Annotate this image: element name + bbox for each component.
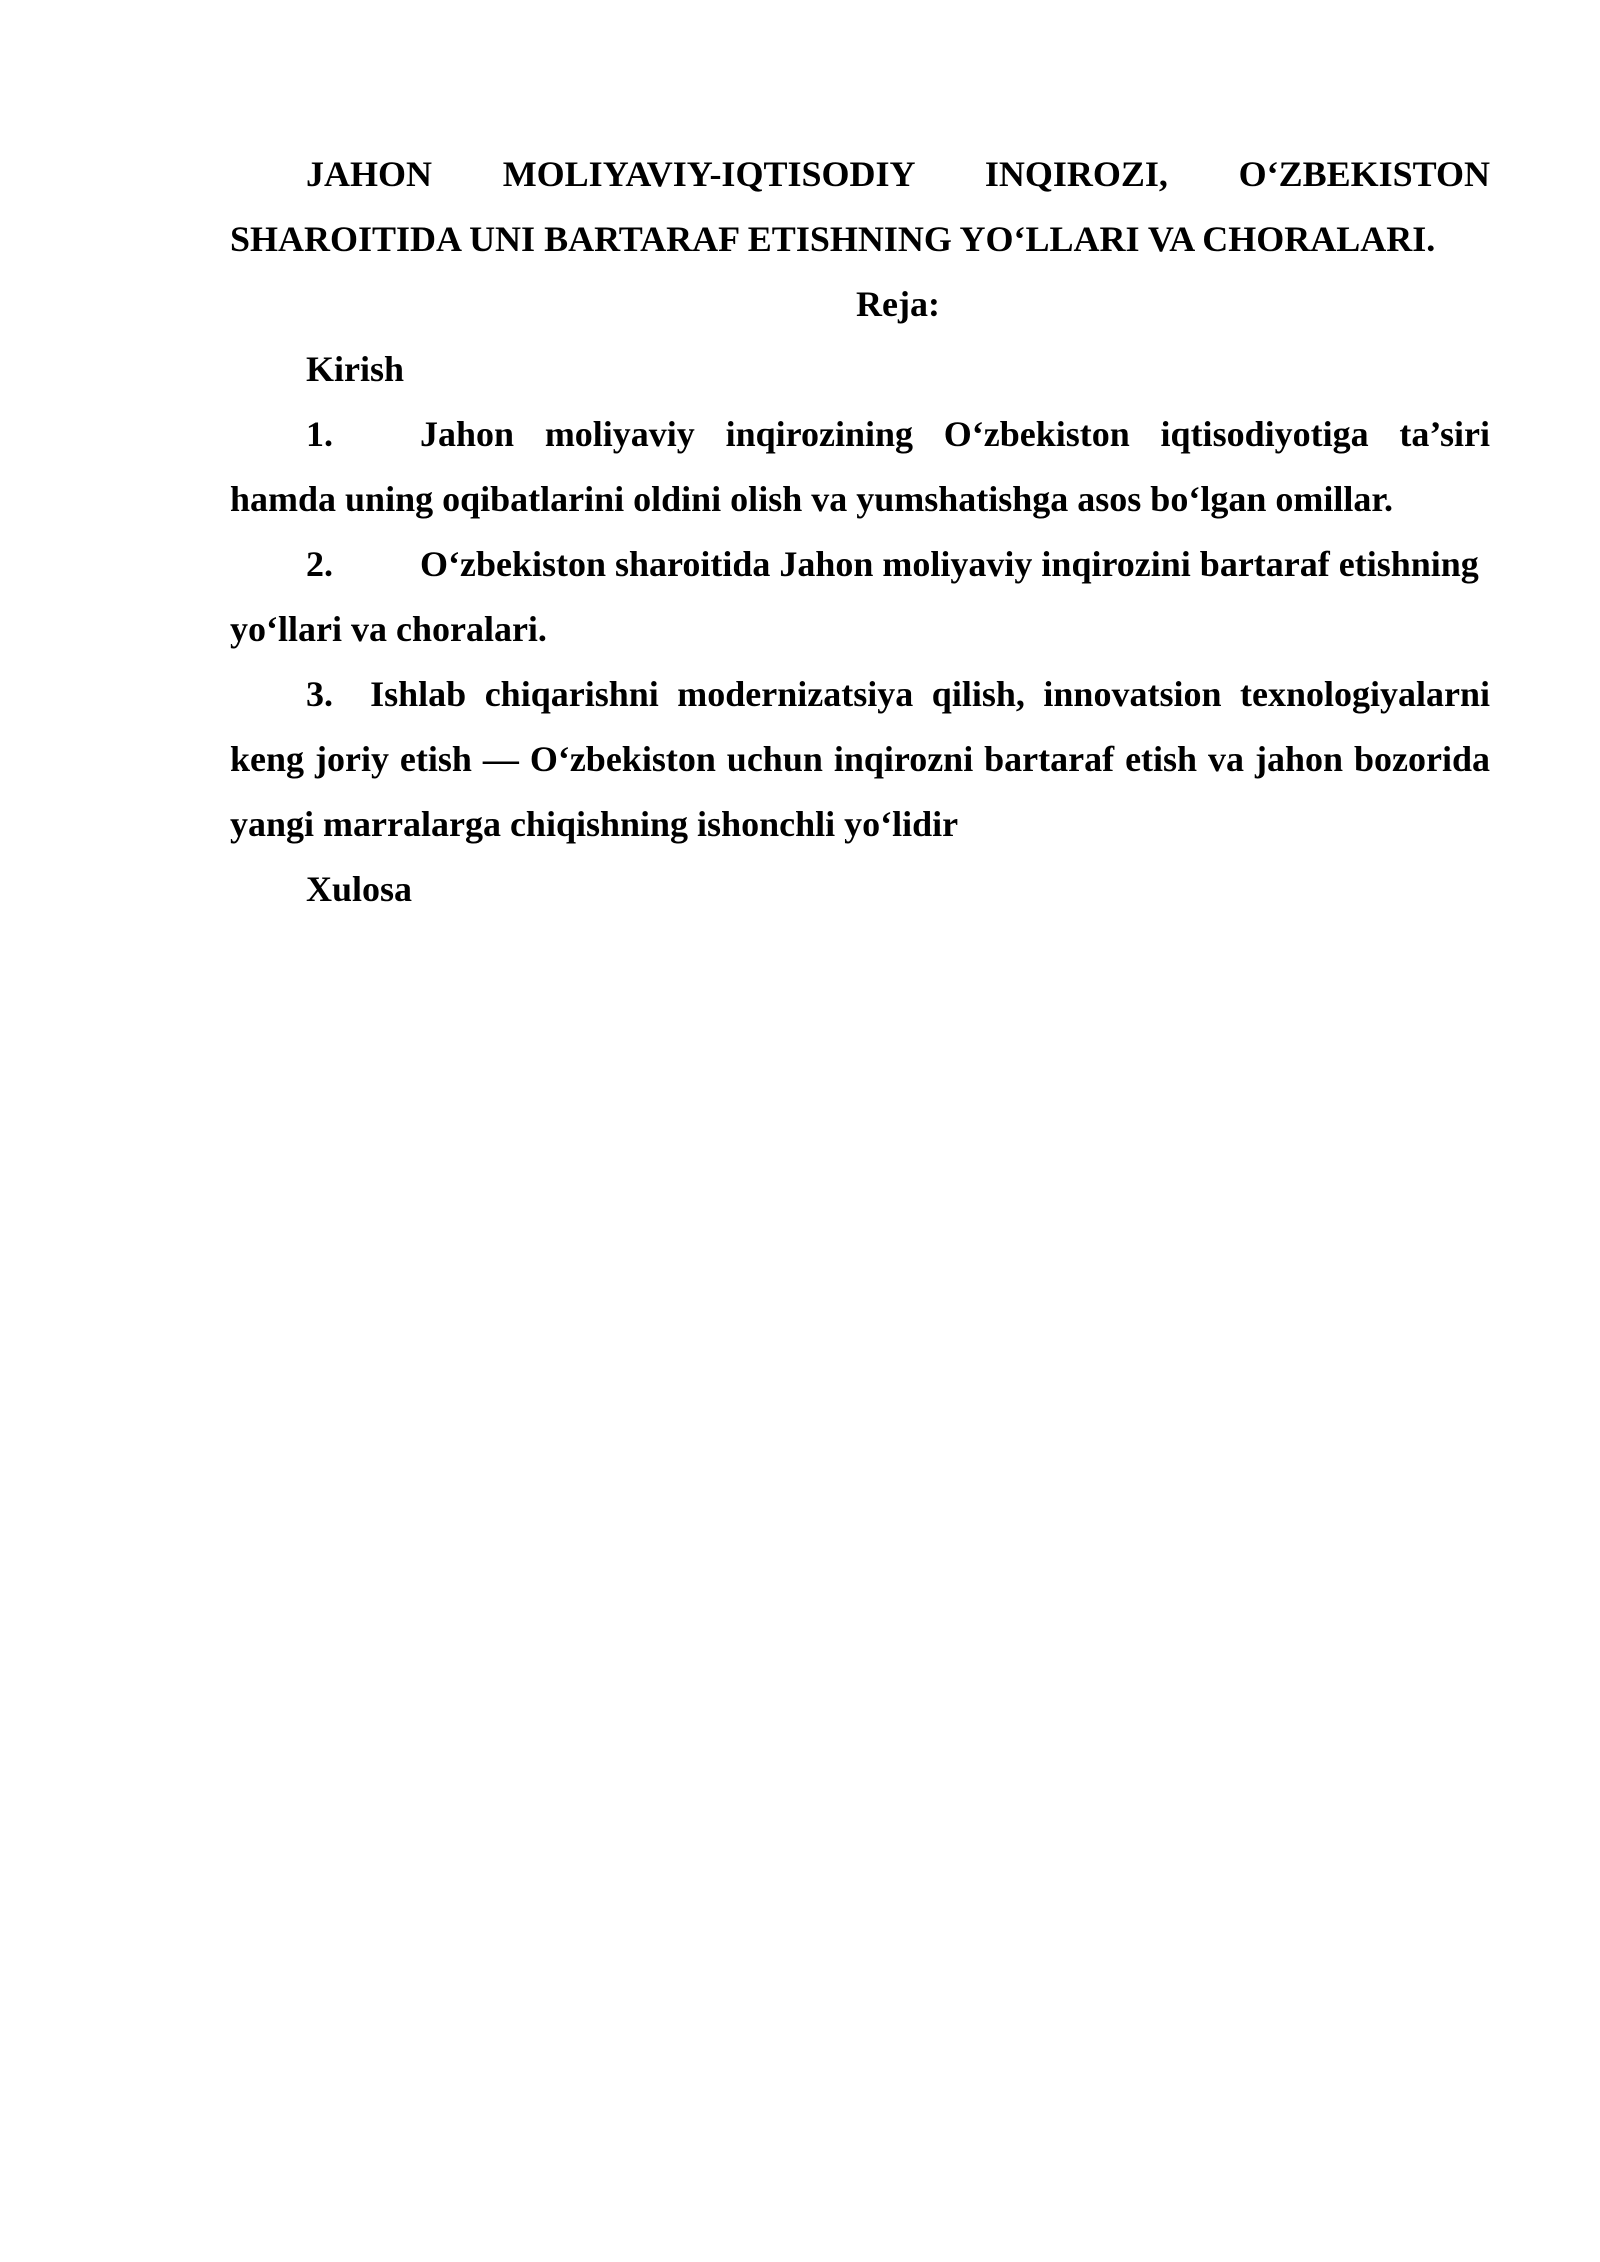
plan-heading: Reja: — [856, 284, 940, 324]
document-body — [230, 142, 1490, 922]
plan-item-number: 3. — [306, 674, 333, 714]
plan-item — [230, 402, 1490, 532]
plan-item-number: 2. — [306, 544, 333, 584]
plan-item-text: Jahon moliyaviy inqirozining O‘zbekiston iqtisodiyotiga ta’siri hamda uning oqibatlarini oldini olish va yumshatishga asos bo‘lgan omillar. — [230, 414, 1490, 519]
conclusion-label: Xulosa — [306, 869, 413, 909]
plan-item — [230, 662, 1490, 857]
intro-label: Kirish — [306, 349, 405, 389]
plan-item-text: O‘zbekiston sharoitida Jahon moliyaviy inqirozini bartaraf etishning yo‘llari va choralari. — [230, 544, 1479, 649]
document-title: JAHON MOLIYAVIY-IQTISODIY INQIROZI, O‘ZBEKISTON SHAROITIDA UNI BARTARAF ETISHNING YO‘LLARI VA CHORALARI. — [230, 154, 1490, 259]
plan-item — [230, 532, 1490, 662]
plan-item-number: 1. — [306, 414, 333, 454]
plan-item-text: Ishlab chiqarishni modernizatsiya qilish, innovatsion texnologiyalarni keng joriy etish — O‘zbekiston uchun inqirozni bartaraf etish va jahon bozorida yangi marralarga chiqishning ishonchli yo‘lidir — [230, 674, 1491, 844]
